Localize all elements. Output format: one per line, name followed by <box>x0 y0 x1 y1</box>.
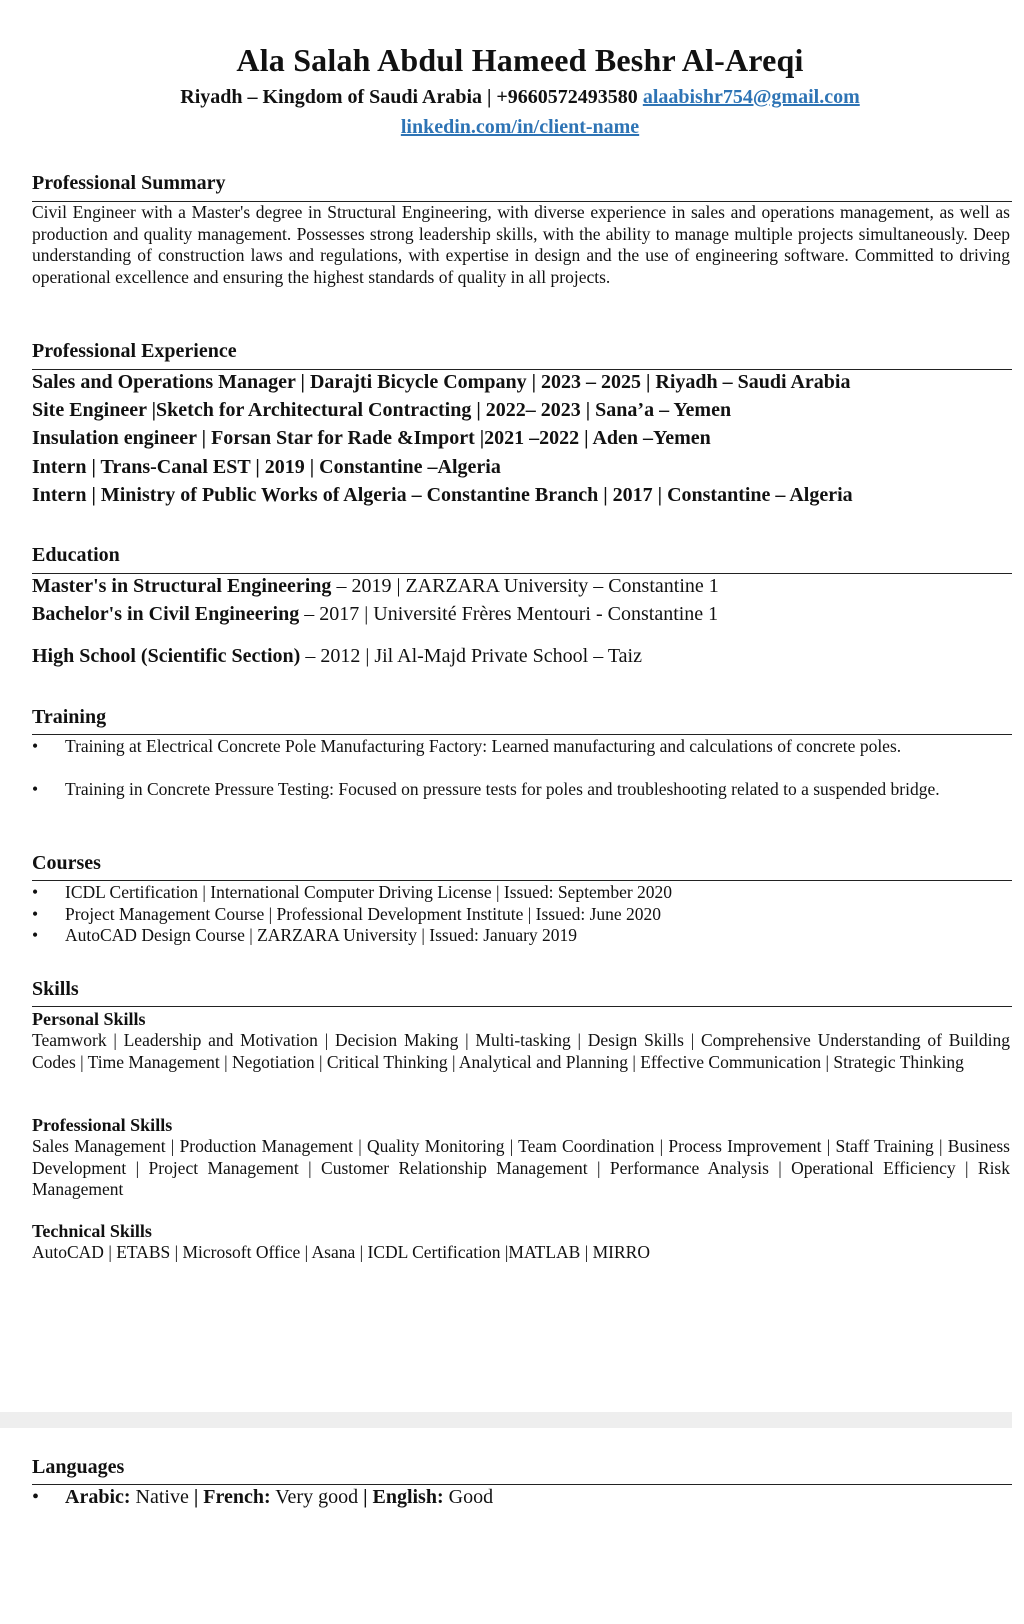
degree-detail: – 2012 | Jil Al-Majd Private School – Taiz <box>300 645 642 667</box>
courses-rule <box>32 880 1012 881</box>
professional-skills-heading: Professional Skills <box>32 1115 173 1135</box>
education-item <box>32 645 642 668</box>
summary-heading: Professional Summary <box>32 172 226 194</box>
training-item <box>32 736 1010 758</box>
english-level: Good <box>443 1486 494 1508</box>
experience-heading: Professional Experience <box>32 340 237 362</box>
contact-line <box>0 86 1024 109</box>
course-item <box>32 925 1010 947</box>
personal-skills-heading: Personal Skills <box>32 1009 146 1029</box>
experience-item: Intern | Ministry of Public Works of Algeria – Constantine Branch | 2017 | Constantine – Algeria <box>32 484 853 506</box>
course-text: AutoCAD Design Course | ZARZARA University | Issued: January 2019 <box>65 925 578 945</box>
languages-heading: Languages <box>32 1456 125 1478</box>
education-heading: Education <box>32 544 120 566</box>
course-text: ICDL Certification | International Computer Driving License | Issued: September 2020 <box>65 882 673 902</box>
training-heading: Training <box>32 706 107 728</box>
location-phone: Riyadh – Kingdom of Saudi Arabia | +9660572493580 <box>180 86 638 108</box>
professional-skills-text: Sales Management | Production Management | Quality Monitoring | Team Coordination | Process Improvement | Staff Training | Business Development | Project Management | Customer Relationship Management | Performance Analysis | Operational Efficiency | Risk Management <box>32 1136 1010 1199</box>
linkedin-line <box>0 116 1024 139</box>
training-text: Training at Electrical Concrete Pole Manufacturing Factory: Learned manufacturing and calculations of concrete poles. <box>65 736 902 756</box>
bullet-icon: • <box>32 882 39 902</box>
page-sheet-2 <box>0 1428 1012 1624</box>
bullet-icon: • <box>32 925 39 945</box>
degree-name: Master's in Structural Engineering <box>32 575 332 597</box>
experience-item: Insulation engineer | Forsan Star for Rade &Import |2021 –2022 | Aden –Yemen <box>32 427 711 449</box>
experience-item: Sales and Operations Manager | Darajti Bicycle Company | 2023 – 2025 | Riyadh – Saudi Arabia <box>32 371 851 393</box>
skills-heading: Skills <box>32 978 79 1000</box>
course-item <box>32 904 1010 926</box>
linkedin-link[interactable]: linkedin.com/in/client-name <box>400 116 640 138</box>
technical-skills-text: AutoCAD | ETABS | Microsoft Office | Asana | ICDL Certification |MATLAB | MIRRO <box>32 1242 650 1262</box>
degree-detail: – 2019 | ZARZARA University – Constantine 1 <box>331 575 719 597</box>
degree-detail: – 2017 | Université Frères Mentouri - Constantine 1 <box>299 603 719 625</box>
bullet-icon: • <box>32 904 39 924</box>
page-break <box>0 1412 1012 1428</box>
training-rule <box>32 734 1012 735</box>
course-item <box>32 882 1010 904</box>
candidate-name: Ala Salah Abdul Hameed Beshr Al-Areqi <box>236 42 804 78</box>
personal-skills-text: Teamwork | Leadership and Motivation | Decision Making | Multi-tasking | Design Skills | Comprehensive Understanding of Building Codes | Time Management | Negotiation | Critical Thinking | Analytical and Planning | Effective Communication | Strategic Thinking <box>32 1030 1010 1072</box>
bullet-icon: • <box>32 779 39 799</box>
technical-skills-heading: Technical Skills <box>32 1221 152 1241</box>
courses-heading: Courses <box>32 852 101 874</box>
course-text: Project Management Course | Professional Development Institute | Issued: June 2020 <box>65 904 662 924</box>
languages-item <box>32 1486 493 1509</box>
education-item <box>32 603 718 626</box>
experience-rule <box>32 369 1012 370</box>
experience-item: Intern | Trans-Canal EST | 2019 | Constantine –Algeria <box>32 456 501 478</box>
french-label: French: <box>198 1486 271 1508</box>
english-label: English: <box>367 1486 444 1508</box>
summary-text: Civil Engineer with a Master's degree in Structural Engineering, with diverse experience in sales and operations management, as well as production and quality management. Possesses strong leadership skills, with the ability to manage multiple projects simultaneously. Deep understanding of construction laws and regulations, with expertise in design and the use of engineering software. Committed to driving operational excellence and ensuring the highest standards of quality in all projects. <box>32 202 1010 287</box>
skills-rule <box>32 1006 1012 1007</box>
education-item <box>32 575 719 598</box>
separator: | <box>193 1486 199 1508</box>
languages-rule <box>32 1484 1012 1485</box>
separator: | <box>363 1486 368 1508</box>
arabic-level: Native <box>130 1486 194 1508</box>
training-text: Training in Concrete Pressure Testing: Focused on pressure tests for poles and troubleshooting related to a suspended bridge. <box>65 779 940 799</box>
arabic-label: Arabic: <box>65 1486 131 1508</box>
email-link[interactable]: alaabishr754@gmail.com <box>642 86 860 108</box>
bullet-icon: • <box>32 736 39 756</box>
degree-name: High School (Scientific Section) <box>32 645 301 667</box>
experience-item: Site Engineer |Sketch for Architectural Contracting | 2022– 2023 | Sana’a – Yemen <box>32 399 732 421</box>
education-rule <box>32 573 1012 574</box>
french-level: Very good <box>270 1486 364 1508</box>
training-item <box>32 779 1010 801</box>
degree-name: Bachelor's in Civil Engineering <box>32 603 300 625</box>
bullet-icon: • <box>32 1486 40 1508</box>
